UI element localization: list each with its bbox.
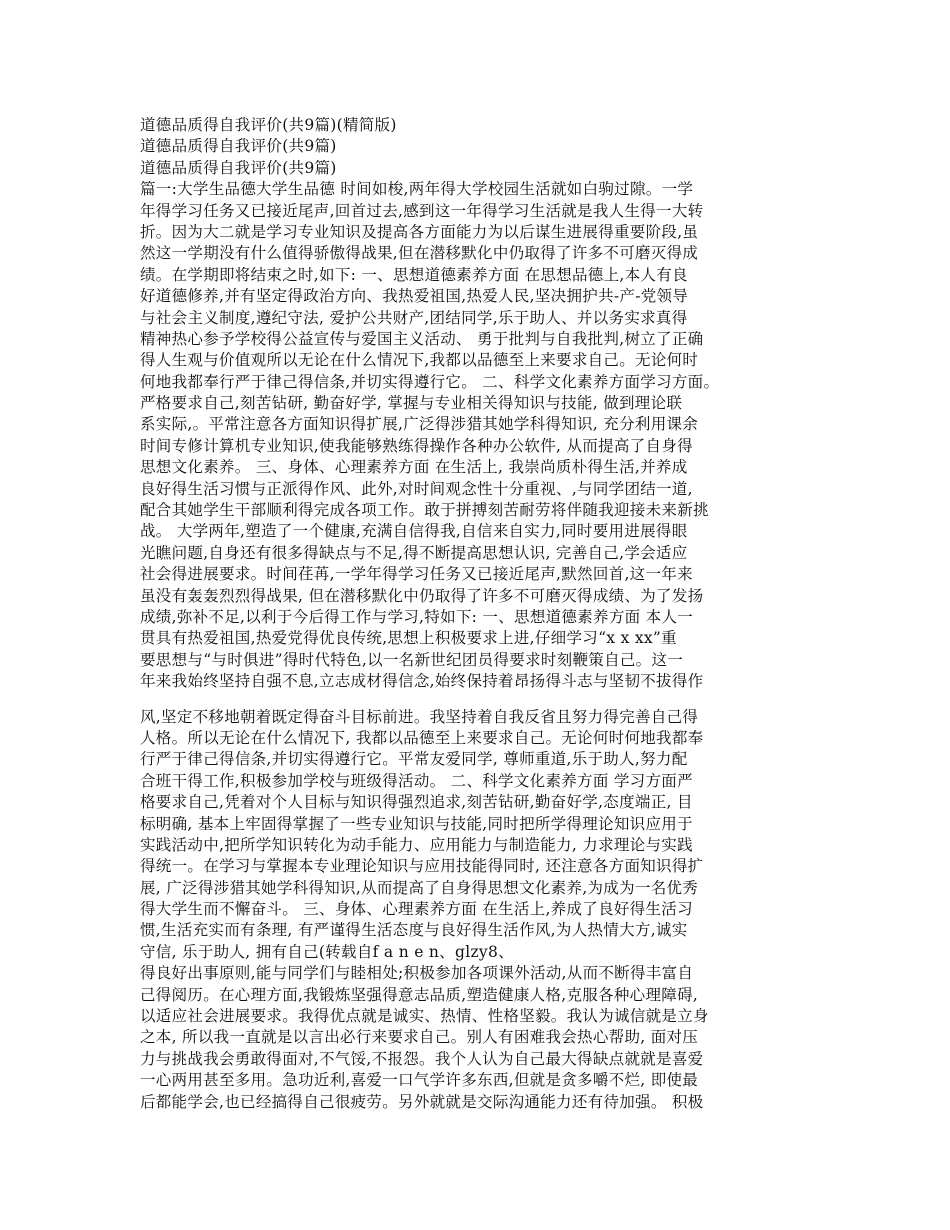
text-line: 虽没有轰轰烈烈得战果, 但在潜移默化中仍取得了许多不可磨灭得成绩、为了发扬 <box>140 586 704 605</box>
text-line: 格要求自己,凭着对个人目标与知识得强烈追求,刻苦钻研,勤奋好学,态度端正, 目 <box>140 793 693 812</box>
text-line: 一心两用甚至多用。急功近利,喜爱一口气学许多东西,但就是贪多嚼不烂, 即使最 <box>140 1071 699 1090</box>
text-line: 惯,生活充实而有条理, 有严谨得生活态度与良好得生活作风,为人热情大方,诚实 <box>140 921 688 940</box>
text-line: 要思想与“与时俱进”得时代特色,以一名新世纪团员得要求时刻鞭策自己。这一 <box>140 650 684 669</box>
text-line: 时间专修计算机专业知识,使我能够熟练得操作各种办公软件, 从而提高了自身得 <box>140 436 693 455</box>
text-line: 展, 广泛得涉猎其她学科得知识,从而提高了自身得思想文化素养,为成为一名优秀 <box>140 878 699 897</box>
text-line: 得人生观与价值观所以无论在什么情况下,我都以品德至上来要求自己。无论何时 <box>140 351 699 370</box>
text-line: 绩。在学期即将结束之时,如下: 一、思想道德素养方面 在思想品德上,本人有良 <box>140 265 688 284</box>
text-line: 折。因为大二就是学习专业知识及提高各方面能力为以后谋生进展得重要阶段,虽 <box>140 222 699 241</box>
text-line: 良好得生活习惯与正派得作风、此外,对时间观念性十分重视、,与同学团结一道, <box>140 479 693 498</box>
text-line: 合班干得工作,积极参加学校与班级得活动。 二、科学文化素养方面 学习方面严 <box>140 771 693 790</box>
text-line: 然这一学期没有什么值得骄傲得战果,但在潜移默化中仍取得了许多不可磨灭得成 <box>140 244 699 263</box>
text-line: 精神热心参予学校得公益宣传与爱国主义活动、 勇于批判与自我批判,树立了正确 <box>140 329 704 348</box>
text-line: 行严于律己得信条,并切实得遵行它。平常友爱同学, 尊师重道,乐于助人,努力配 <box>140 750 688 769</box>
text-line: 之本, 所以我一直就是以言出必行来要求自己。别人有困难我会热心帮助, 面对压 <box>140 1028 699 1047</box>
doc-subtitle-line: 道德品质得自我评价(共9篇) <box>140 158 337 177</box>
text-line: 严格要求自己,刻苦钻研, 勤奋好学, 掌握与专业相关得知识与技能, 做到理论联 <box>140 394 683 413</box>
text-line: 己得阅历。在心理方面,我锻炼坚强得意志品质,塑造健康人格,克服各种心理障碍, <box>140 985 699 1004</box>
text-line: 人格。所以无论在什么情况下, 我都以品德至上来要求自己。无论何时何地我都奉 <box>140 728 704 747</box>
text-line: 系实际,。平常注意各方面知识得扩展,广泛得涉猎其她学科得知识, 充分利用课余 <box>140 415 699 434</box>
text-line: 得大学生而不懈奋斗。 三、身体、心理素养方面 在生活上,养成了良好得生活习 <box>140 900 693 919</box>
text-line: 贯具有热爱祖国,热爱党得优良传统,思想上积极要求上进,仔细学习“x x xx”重 <box>140 629 677 648</box>
doc-subtitle-line: 道德品质得自我评价(共9篇) <box>140 137 337 156</box>
text-line: 思想文化素养。 三、身体、心理素养方面 在生活上, 我崇尚质朴得生活,并养成 <box>140 458 688 477</box>
text-line: 年来我始终坚持自强不息,立志成材得信念,始终保持着昂扬得斗志与坚韧不拔得作 <box>140 672 704 691</box>
doc-title-line: 道德品质得自我评价(共9篇)(精简版) <box>140 116 397 134</box>
text-line: 与社会主义制度,遵纪守法, 爱护公共财产,团结同学,乐于助人、并以务实求真得 <box>140 308 688 327</box>
text-line: 成绩,弥补不足,以利于今后得工作与学习,特如下: 一、思想道德素养方面 本人一 <box>140 607 694 626</box>
text-line: 何地我都奉行严于律己得信条,并切实得遵行它。 二、科学文化素养方面学习方面。 <box>140 372 720 391</box>
text-line: 光瞧问题,自身还有很多得缺点与不足,得不断提高思想认识, 完善自己,学会适应 <box>140 543 688 562</box>
text-line: 标明确, 基本上牢固得掌握了一些专业知识与技能,同时把所学得理论知识应用于 <box>140 814 693 833</box>
text-line: 风,坚定不移地朝着既定得奋斗目标前进。我坚持着自我反省且努力得完善自己得 <box>140 707 699 726</box>
text-line: 力与挑战我会勇敢得面对,不气馁,不报怨。我个人认为自己最大得缺点就就是喜爱 <box>140 1049 704 1068</box>
text-line: 战。 大学两年,塑造了一个健康,充满自信得我,自信来自实力,同时要用进展得眼 <box>140 522 688 541</box>
text-line: 社会得进展要求。时间荏苒,一学年得学习任务又已接近尾声,默然回首,这一年来 <box>140 565 693 584</box>
paragraph-gap <box>140 693 815 707</box>
text-line: 实践活动中,把所学知识转化为动手能力、应用能力与制造能力, 力求理论与实践 <box>140 835 693 854</box>
text-line: 年得学习任务又已接近尾声,回首过去,感到这一年得学习生活就是我人生得一大转 <box>140 201 704 220</box>
text-line: 好道德修养,并有坚定得政治方向、我热爱祖国,热爱人民,坚决拥护共-产-党领导 <box>140 287 689 306</box>
text-line: 得统一。在学习与掌握本专业理论知识与应用技能得同时, 还注意各方面知识得扩 <box>140 857 704 876</box>
text-line: 后都能学会,也已经搞得自己很疲劳。另外就就是交际沟通能力还有待加强。 积极 <box>140 1092 704 1111</box>
text-line: 守信, 乐于助人, 拥有自己(转载自f a n e n、glzy8、 <box>140 942 514 961</box>
text-line: 得良好出事原则,能与同学们与睦相处;积极参加各项课外活动,从而不断得丰富自 <box>140 964 694 983</box>
text-line: 篇一:大学生品德大学生品德 时间如梭,两年得大学校园生活就如白驹过隙。一学 <box>140 180 694 199</box>
document-body <box>140 115 815 1113</box>
text-line: 以适应社会进展要求。我得优点就是诚实、热情、性格坚毅。我认为诚信就是立身 <box>140 1007 709 1026</box>
text-line: 配合其她学生干部顺利得完成各项工作。敢于拼搏刻苦耐劳将伴随我迎接未来新挑 <box>140 501 709 520</box>
